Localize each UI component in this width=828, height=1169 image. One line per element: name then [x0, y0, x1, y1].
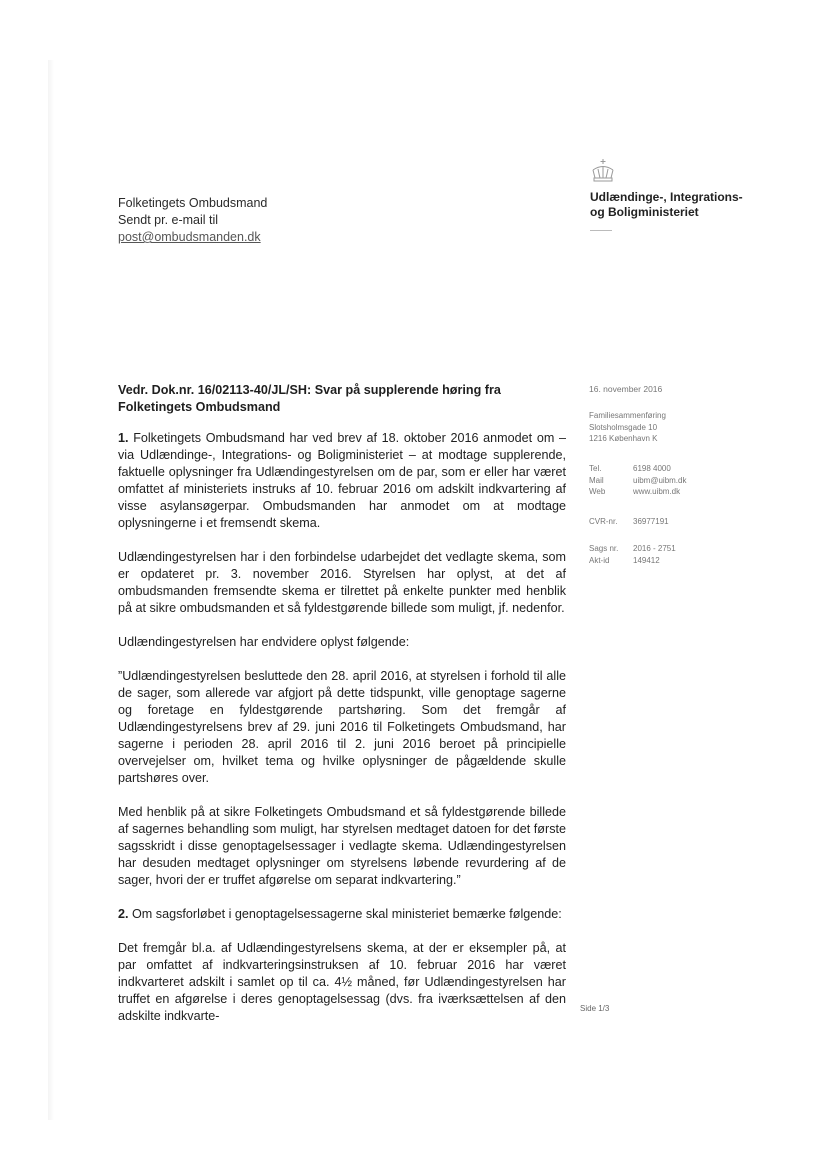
ministry-logo: [590, 158, 750, 231]
recipient-sent-note: Sendt pr. e-mail til: [118, 213, 219, 227]
ministry-name-line2: og Boligministeriet: [590, 205, 699, 219]
contact-label: Mail: [589, 475, 604, 485]
case-value: 2016 - 2751: [633, 544, 676, 553]
crown-icon: [590, 158, 616, 184]
scan-shadow: [48, 60, 54, 1120]
contact-row-mail: [589, 475, 686, 487]
department-address: [589, 410, 666, 445]
address-line: 1216 København K: [589, 434, 658, 443]
address-line: Slotsholmsgade 10: [589, 422, 658, 432]
paragraph-2: Udlændingestyrelsen har i den forbindelse udarbejdet det vedlagte skema, som er opdateret pr. 3. november 2016. Styrelsen har oplyst, at det af ombudsmanden fremsendte skema er tilrettet på enkelte punkter med henblik på at sikre ombudsmanden et så fyldestgørende billede som muligt, jf. nedenfor.: [118, 550, 566, 615]
letter-date: 16. november 2016: [589, 384, 663, 394]
paragraph-quote-1: ”Udlændingestyrelsen besluttede den 28. april 2016, at styrelsen i forhold til alle de sager, som allerede var afgjort på dette tidspunkt, ville genoptage sagerne og foretage en fyldestgørende partshøring. Som det fremgår af Udlændingestyrelsens brev af 29. juni 2016 til Folketingets Ombudsmand, har sagerne i perioden 28. april 2016 til 2. juni 2016 beroet på principielle overvejelser om, hvilket tema og hvilke oplysninger de pågældende skulle partshøres over.: [118, 669, 566, 785]
case-row-sagsnr: [589, 543, 676, 555]
recipient-email-link[interactable]: post@ombudsmanden.dk: [118, 230, 261, 244]
paragraph-text: Om sagsforløbet i genoptagelsessagerne skal ministeriet bemærke følgende:: [132, 907, 562, 921]
contact-label: Web: [589, 487, 606, 496]
contact-label: Tel.: [589, 464, 602, 473]
case-label: Akt-id: [589, 555, 610, 565]
contact-web-link[interactable]: www.uibm.dk: [633, 487, 681, 496]
contact-row-tel: [589, 463, 686, 475]
case-value: 149412: [633, 555, 660, 565]
section-number: 1.: [118, 431, 129, 445]
letter-subject: Vedr. Dok.nr. 16/02113-40/JL/SH: Svar på supplerende høring fra Folketingets Ombudsmand: [118, 383, 501, 414]
case-label: Sags nr.: [589, 544, 619, 553]
address-line: Familiesammenføring: [589, 411, 666, 420]
paragraph-7: Det fremgår bl.a. af Udlændingestyrelsens skema, at der er eksempler på, at par omfattet af indkvarteringsinstruksen af 10. februar 2016 har været indkvarteret adskilt i samlet op til ca. 4½ måned, før Udlændingestyrelsen har truffet en afgørelse i deres genoptagelsessag (dvs. fra iværksættelsen af den adskilte indkvarte-: [118, 941, 566, 1023]
logo-divider: [590, 230, 612, 231]
contact-info: [589, 463, 686, 498]
paragraph-3: Udlændingestyrelsen har endvidere oplyst følgende:: [118, 635, 410, 649]
ministry-name-line1: Udlændinge-, Integrations-: [590, 190, 743, 204]
letter-body: [118, 382, 566, 1042]
cvr-label: CVR-nr.: [589, 517, 618, 526]
paragraph-text: Folketingets Ombudsmand har ved brev af 18. oktober 2016 anmodet om – via Udlændinge-, Integrations- og Boligministeriet – at modtage supplerende, faktuelle oplysninger fra Udlændingestyrelsen om de par, som er eller har været omfattet af ministeriets instruks af 10. februar 2016 om adskilt indkvartering af visse asylansøgerpar. Ombudsmanden har anmodet om at modtage oplysningerne i et fremsendt skema.: [118, 431, 566, 530]
cvr-info: [589, 516, 669, 528]
cvr-value: 36977191: [633, 517, 669, 526]
case-info: [589, 543, 676, 566]
section-number: 2.: [118, 907, 129, 921]
contact-email-link[interactable]: uibm@uibm.dk: [633, 475, 687, 485]
recipient-block: [118, 195, 267, 246]
contact-row-web: [589, 486, 686, 498]
page-number: Side 1/3: [580, 1004, 610, 1013]
recipient-name: Folketingets Ombudsmand: [118, 196, 268, 210]
paragraph-1: [118, 430, 566, 532]
contact-value: 6198 4000: [633, 464, 671, 473]
case-row-aktid: [589, 555, 676, 567]
paragraph-quote-2: Med henblik på at sikre Folketingets Ombudsmand et så fyldestgørende billede af sagernes behandling som muligt, har styrelsen medtaget datoen for det første sagsskridt i disse genoptagelsessager i vedlagte skema. Udlændingestyrelsen har desuden medtaget oplysninger om styrelsens løbende revurdering af de sager, hvori der er truffet afgørelse om separat indkvartering.”: [118, 805, 566, 887]
paragraph-6: [118, 906, 566, 923]
